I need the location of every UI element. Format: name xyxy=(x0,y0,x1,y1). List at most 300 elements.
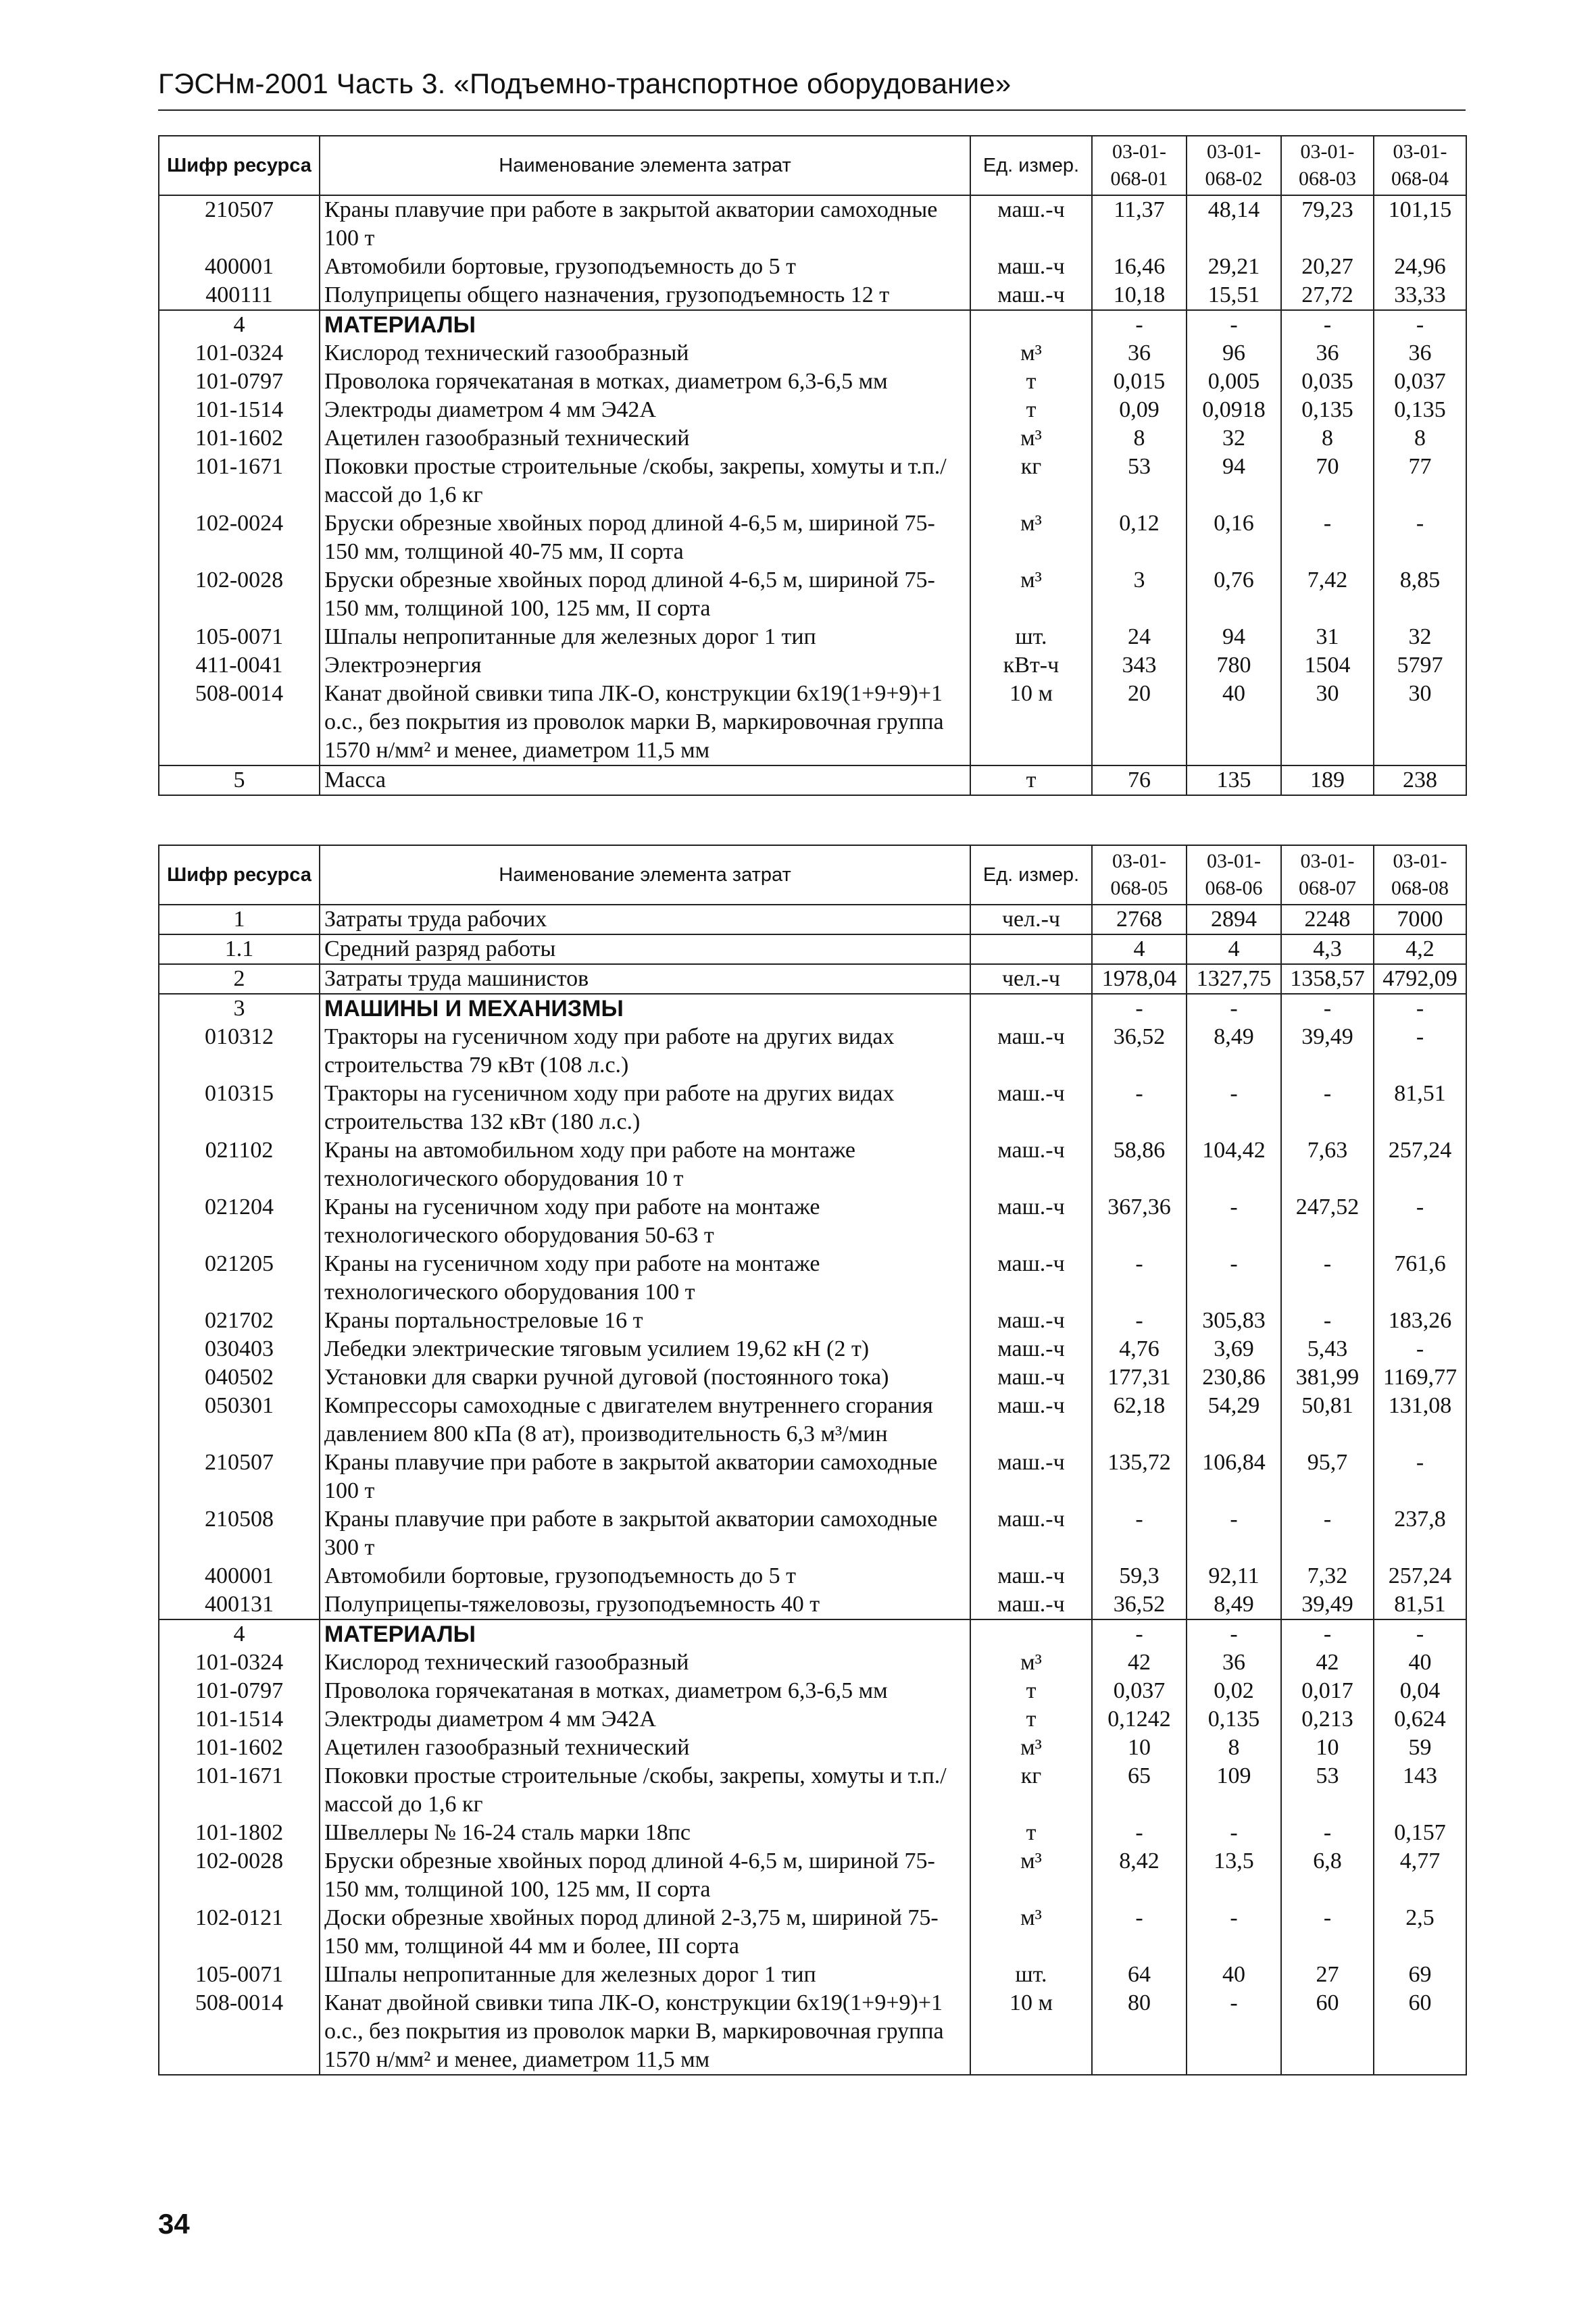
resource-code-cell: 010312 xyxy=(159,1023,320,1080)
resource-name-cell: Компрессоры самоходные с двигателем внутреннего сгорания давлением 800 кПа (8 ат), производительность 6,3 м³/мин xyxy=(320,1392,970,1449)
table-row xyxy=(159,339,1466,368)
norm-value-cell: 53 xyxy=(1092,453,1187,509)
table-row xyxy=(159,1335,1466,1363)
norm-value-cell: 40 xyxy=(1187,1961,1281,1989)
norm-value-cell: 106,84 xyxy=(1187,1449,1281,1505)
norm-value-cell: 1358,57 xyxy=(1281,964,1374,994)
resource-code-cell: 210507 xyxy=(159,1449,320,1505)
norm-value-cell: 109 xyxy=(1187,1762,1281,1819)
resource-code-cell: 105-0071 xyxy=(159,623,320,651)
norm-value-cell: 10 xyxy=(1092,1734,1187,1762)
norm-value-cell: 76 xyxy=(1092,765,1187,795)
norm-value-cell: 48,14 xyxy=(1187,195,1281,253)
norm-value-cell: 36,52 xyxy=(1092,1590,1187,1619)
resource-code-cell: 508-0014 xyxy=(159,1989,320,2075)
table-row xyxy=(159,1505,1466,1562)
table-row xyxy=(159,310,1466,339)
norm-value-cell: 189 xyxy=(1281,765,1374,795)
norm-value-cell: - xyxy=(1187,1619,1281,1649)
resource-name-cell: Бруски обрезные хвойных пород длиной 4-6,5 м, шириной 75-150 мм, толщиной 40-75 мм, II сорта xyxy=(320,509,970,566)
column-header-norm: 03-01-068-06 xyxy=(1187,845,1281,905)
norm-value-cell: - xyxy=(1374,1023,1466,1080)
table-row xyxy=(159,424,1466,453)
norm-value-cell: 5797 xyxy=(1374,651,1466,680)
norm-value-cell: - xyxy=(1187,1505,1281,1562)
norm-value-cell: - xyxy=(1187,1904,1281,1961)
norm-value-cell: 135,72 xyxy=(1092,1449,1187,1505)
norm-value-cell: 42 xyxy=(1281,1649,1374,1677)
norm-value-cell: 29,21 xyxy=(1187,253,1281,281)
norm-value-cell: 58,86 xyxy=(1092,1136,1187,1193)
norm-value-cell: 0,1242 xyxy=(1092,1705,1187,1734)
unit-cell xyxy=(970,310,1092,339)
norm-value-cell: - xyxy=(1374,1335,1466,1363)
norm-value-cell: 79,23 xyxy=(1281,195,1374,253)
resource-code-cell: 101-1802 xyxy=(159,1819,320,1847)
table-row xyxy=(159,1904,1466,1961)
table-row xyxy=(159,1080,1466,1136)
norm-value-cell: - xyxy=(1092,1619,1187,1649)
norm-value-cell: 5,43 xyxy=(1281,1335,1374,1363)
resource-code-cell: 102-0121 xyxy=(159,1904,320,1961)
unit-cell: т xyxy=(970,368,1092,396)
resource-code-cell: 411-0041 xyxy=(159,651,320,680)
unit-cell xyxy=(970,994,1092,1023)
norm-value-cell: 50,81 xyxy=(1281,1392,1374,1449)
table-row xyxy=(159,396,1466,424)
resource-name-cell: Шпалы непропитанные для железных дорог 1 тип xyxy=(320,623,970,651)
resource-code-cell: 102-0028 xyxy=(159,1847,320,1904)
norm-value-cell: 81,51 xyxy=(1374,1590,1466,1619)
norm-value-cell: 0,015 xyxy=(1092,368,1187,396)
norm-value-cell: 4 xyxy=(1092,934,1187,964)
norm-value-cell: - xyxy=(1187,1819,1281,1847)
table-row xyxy=(159,1250,1466,1307)
norm-value-cell: 761,6 xyxy=(1374,1250,1466,1307)
norm-value-cell: 16,46 xyxy=(1092,253,1187,281)
resource-code-cell: 210508 xyxy=(159,1505,320,1562)
norm-value-cell: 4,2 xyxy=(1374,934,1466,964)
resource-name-cell: Электроэнергия xyxy=(320,651,970,680)
unit-cell: м³ xyxy=(970,509,1092,566)
norm-value-cell: - xyxy=(1092,1080,1187,1136)
norm-value-cell: - xyxy=(1092,310,1187,339)
norm-value-cell: 780 xyxy=(1187,651,1281,680)
column-header-name: Наименование элемента затрат xyxy=(320,136,970,195)
norm-value-cell: - xyxy=(1374,1193,1466,1250)
resource-code-cell: 1 xyxy=(159,905,320,934)
resource-name-cell: Кислород технический газообразный xyxy=(320,1649,970,1677)
resource-code-cell: 1.1 xyxy=(159,934,320,964)
norm-value-cell: 96 xyxy=(1187,339,1281,368)
resource-name-cell: Лебедки электрические тяговым усилием 19,62 кН (2 т) xyxy=(320,1335,970,1363)
resource-code-cell: 050301 xyxy=(159,1392,320,1449)
norm-value-cell: 36 xyxy=(1187,1649,1281,1677)
unit-cell: м³ xyxy=(970,1847,1092,1904)
norm-value-cell: 3 xyxy=(1092,566,1187,623)
norm-value-cell: 3,69 xyxy=(1187,1335,1281,1363)
norm-value-cell: 6,8 xyxy=(1281,1847,1374,1904)
norm-value-cell: 230,86 xyxy=(1187,1363,1281,1392)
norm-value-cell: - xyxy=(1092,994,1187,1023)
unit-cell: маш.-ч xyxy=(970,1392,1092,1449)
resource-name-cell: Краны плавучие при работе в закрытой акватории самоходные 100 т xyxy=(320,195,970,253)
norm-value-cell: 0,624 xyxy=(1374,1705,1466,1734)
norm-value-cell: 33,33 xyxy=(1374,281,1466,310)
resource-code-cell: 102-0028 xyxy=(159,566,320,623)
resource-code-cell: 010315 xyxy=(159,1080,320,1136)
table-row xyxy=(159,1023,1466,1080)
resource-name-cell: Масса xyxy=(320,765,970,795)
unit-cell: маш.-ч xyxy=(970,1562,1092,1590)
norm-value-cell: 40 xyxy=(1374,1649,1466,1677)
norm-value-cell: 24 xyxy=(1092,623,1187,651)
norm-value-cell: 4 xyxy=(1187,934,1281,964)
norm-value-cell: 7000 xyxy=(1374,905,1466,934)
norm-value-cell: 8,49 xyxy=(1187,1590,1281,1619)
resource-name-cell: Полуприцепы общего назначения, грузоподъемность 12 т xyxy=(320,281,970,310)
norm-value-cell: - xyxy=(1092,1904,1187,1961)
norm-value-cell: 27,72 xyxy=(1281,281,1374,310)
norm-value-cell: 4,76 xyxy=(1092,1335,1187,1363)
norm-value-cell: 237,8 xyxy=(1374,1505,1466,1562)
norm-value-cell: - xyxy=(1281,1819,1374,1847)
norm-value-cell: 60 xyxy=(1281,1989,1374,2075)
resource-name-cell: Затраты труда рабочих xyxy=(320,905,970,934)
column-header-norm: 03-01-068-08 xyxy=(1374,845,1466,905)
norm-value-cell: 30 xyxy=(1374,680,1466,765)
table-row xyxy=(159,1961,1466,1989)
norm-value-cell: 32 xyxy=(1187,424,1281,453)
norm-value-cell: 27 xyxy=(1281,1961,1374,1989)
norm-value-cell: 0,76 xyxy=(1187,566,1281,623)
resource-code-cell: 4 xyxy=(159,310,320,339)
resource-code-cell: 400111 xyxy=(159,281,320,310)
resource-code-cell: 3 xyxy=(159,994,320,1023)
norm-value-cell: 0,037 xyxy=(1092,1677,1187,1705)
table-row xyxy=(159,623,1466,651)
norm-value-cell: - xyxy=(1187,1989,1281,2075)
unit-cell: маш.-ч xyxy=(970,1080,1092,1136)
resource-code-cell: 101-1671 xyxy=(159,1762,320,1819)
norm-value-cell: 15,51 xyxy=(1187,281,1281,310)
norm-value-cell: 367,36 xyxy=(1092,1193,1187,1250)
norm-value-cell: 32 xyxy=(1374,623,1466,651)
unit-cell: маш.-ч xyxy=(970,1193,1092,1250)
unit-cell: маш.-ч xyxy=(970,1449,1092,1505)
norm-value-cell: 381,99 xyxy=(1281,1363,1374,1392)
unit-cell: маш.-ч xyxy=(970,1136,1092,1193)
resource-code-cell: 101-0797 xyxy=(159,1677,320,1705)
resource-name-cell: Затраты труда машинистов xyxy=(320,964,970,994)
unit-cell: т xyxy=(970,1677,1092,1705)
unit-cell: маш.-ч xyxy=(970,1363,1092,1392)
unit-cell xyxy=(970,1619,1092,1649)
table-header-row xyxy=(159,136,1466,195)
resource-name-cell: Тракторы на гусеничном ходу при работе на других видах строительства 132 кВт (180 л.с.) xyxy=(320,1080,970,1136)
resource-name-cell: Краны портальностреловые 16 т xyxy=(320,1307,970,1335)
norm-value-cell: 11,37 xyxy=(1092,195,1187,253)
resource-code-cell: 101-1602 xyxy=(159,1734,320,1762)
norm-value-cell: - xyxy=(1374,509,1466,566)
norm-value-cell: - xyxy=(1092,1819,1187,1847)
norm-value-cell: 65 xyxy=(1092,1762,1187,1819)
norm-value-cell: 10,18 xyxy=(1092,281,1187,310)
norm-value-cell: 36 xyxy=(1281,339,1374,368)
norm-value-cell: 2248 xyxy=(1281,905,1374,934)
unit-cell: маш.-ч xyxy=(970,1505,1092,1562)
norm-value-cell: 135 xyxy=(1187,765,1281,795)
resource-name-cell: Установки для сварки ручной дуговой (постоянного тока) xyxy=(320,1363,970,1392)
norm-value-cell: 36 xyxy=(1374,339,1466,368)
resource-table-2 xyxy=(158,845,1467,2076)
table-header-row xyxy=(159,845,1466,905)
table-row xyxy=(159,651,1466,680)
norm-value-cell: - xyxy=(1187,1193,1281,1250)
norm-value-cell: 0,017 xyxy=(1281,1677,1374,1705)
resource-name-cell: Краны на гусеничном ходу при работе на монтаже технологического оборудования 50-63 т xyxy=(320,1193,970,1250)
table-row xyxy=(159,281,1466,310)
resource-code-cell: 400001 xyxy=(159,1562,320,1590)
table-row xyxy=(159,765,1466,795)
column-header-norm: 03-01-068-01 xyxy=(1092,136,1187,195)
resource-code-cell: 021205 xyxy=(159,1250,320,1307)
page-header: ГЭСНм-2001 Часть 3. «Подъемно-транспортное оборудование» xyxy=(158,68,1466,111)
table-row xyxy=(159,1392,1466,1449)
norm-value-cell: - xyxy=(1092,1505,1187,1562)
resource-code-cell: 105-0071 xyxy=(159,1961,320,1989)
table-row xyxy=(159,453,1466,509)
unit-cell: шт. xyxy=(970,623,1092,651)
resource-code-cell: 5 xyxy=(159,765,320,795)
norm-value-cell: 70 xyxy=(1281,453,1374,509)
table-row xyxy=(159,1562,1466,1590)
norm-value-cell: 0,035 xyxy=(1281,368,1374,396)
norm-value-cell: 8 xyxy=(1092,424,1187,453)
norm-value-cell: 8 xyxy=(1281,424,1374,453)
unit-cell: маш.-ч xyxy=(970,1590,1092,1619)
column-header-norm: 03-01-068-04 xyxy=(1374,136,1466,195)
norm-value-cell: 39,49 xyxy=(1281,1590,1374,1619)
resource-code-cell: 021702 xyxy=(159,1307,320,1335)
resource-code-cell: 102-0024 xyxy=(159,509,320,566)
unit-cell xyxy=(970,934,1092,964)
unit-cell: м³ xyxy=(970,1904,1092,1961)
resource-name-cell: Швеллеры № 16-24 сталь марки 18пс xyxy=(320,1819,970,1847)
norm-value-cell: 101,15 xyxy=(1374,195,1466,253)
table-row xyxy=(159,1819,1466,1847)
norm-value-cell: - xyxy=(1281,1250,1374,1307)
resource-name-cell: Поковки простые строительные /скобы, закрепы, хомуты и т.п./ массой до 1,6 кг xyxy=(320,1762,970,1819)
norm-value-cell: - xyxy=(1374,1449,1466,1505)
norm-value-cell: 7,42 xyxy=(1281,566,1374,623)
norm-value-cell: 54,29 xyxy=(1187,1392,1281,1449)
page-number: 34 xyxy=(158,2208,190,2240)
table-row xyxy=(159,1705,1466,1734)
resource-name-cell: Проволока горячекатаная в мотках, диаметром 6,3-6,5 мм xyxy=(320,1677,970,1705)
unit-cell: маш.-ч xyxy=(970,1335,1092,1363)
unit-cell: кг xyxy=(970,1762,1092,1819)
norm-value-cell: 40 xyxy=(1187,680,1281,765)
norm-value-cell: 305,83 xyxy=(1187,1307,1281,1335)
norm-value-cell: 2768 xyxy=(1092,905,1187,934)
resource-name-cell: Автомобили бортовые, грузоподъемность до 5 т xyxy=(320,1562,970,1590)
table-row xyxy=(159,1449,1466,1505)
norm-value-cell: - xyxy=(1092,1250,1187,1307)
unit-cell: маш.-ч xyxy=(970,195,1092,253)
norm-value-cell: 2894 xyxy=(1187,905,1281,934)
resource-code-cell: 101-0324 xyxy=(159,1649,320,1677)
norm-value-cell: 36 xyxy=(1092,339,1187,368)
column-header-norm: 03-01-068-03 xyxy=(1281,136,1374,195)
norm-value-cell: - xyxy=(1187,1080,1281,1136)
norm-value-cell: 80 xyxy=(1092,1989,1187,2075)
norm-value-cell: 8,42 xyxy=(1092,1847,1187,1904)
resource-code-cell: 021102 xyxy=(159,1136,320,1193)
norm-value-cell: 10 xyxy=(1281,1734,1374,1762)
norm-value-cell: - xyxy=(1281,1080,1374,1136)
norm-value-cell: 30 xyxy=(1281,680,1374,765)
norm-value-cell: 0,02 xyxy=(1187,1677,1281,1705)
norm-value-cell: 247,52 xyxy=(1281,1193,1374,1250)
unit-cell: м³ xyxy=(970,1649,1092,1677)
unit-cell: маш.-ч xyxy=(970,281,1092,310)
norm-value-cell: 8,85 xyxy=(1374,566,1466,623)
resource-code-cell: 030403 xyxy=(159,1335,320,1363)
norm-value-cell: 24,96 xyxy=(1374,253,1466,281)
norm-value-cell: - xyxy=(1374,1619,1466,1649)
norm-value-cell: 104,42 xyxy=(1187,1136,1281,1193)
norm-value-cell: 13,5 xyxy=(1187,1847,1281,1904)
resource-name-cell: Кислород технический газообразный xyxy=(320,339,970,368)
resource-code-cell: 210507 xyxy=(159,195,320,253)
table-row xyxy=(159,368,1466,396)
norm-value-cell: - xyxy=(1281,994,1374,1023)
column-header-norm: 03-01-068-02 xyxy=(1187,136,1281,195)
norm-value-cell: - xyxy=(1374,994,1466,1023)
norm-value-cell: 4,77 xyxy=(1374,1847,1466,1904)
table-row xyxy=(159,934,1466,964)
norm-value-cell: 343 xyxy=(1092,651,1187,680)
table-row xyxy=(159,1193,1466,1250)
table-row xyxy=(159,1619,1466,1649)
resource-code-cell: 101-1602 xyxy=(159,424,320,453)
norm-value-cell: 60 xyxy=(1374,1989,1466,2075)
norm-value-cell: 0,005 xyxy=(1187,368,1281,396)
norm-value-cell: 94 xyxy=(1187,623,1281,651)
norm-value-cell: 59 xyxy=(1374,1734,1466,1762)
norm-value-cell: 81,51 xyxy=(1374,1080,1466,1136)
norm-value-cell: 4,3 xyxy=(1281,934,1374,964)
table-row xyxy=(159,1734,1466,1762)
unit-cell: 10 м xyxy=(970,680,1092,765)
norm-value-cell: 0,135 xyxy=(1187,1705,1281,1734)
unit-cell: кг xyxy=(970,453,1092,509)
resource-name-cell: Тракторы на гусеничном ходу при работе на других видах строительства 79 кВт (108 л.с.) xyxy=(320,1023,970,1080)
norm-value-cell: 20 xyxy=(1092,680,1187,765)
resource-code-cell: 400131 xyxy=(159,1590,320,1619)
unit-cell: маш.-ч xyxy=(970,1250,1092,1307)
table-row xyxy=(159,253,1466,281)
norm-value-cell: 31 xyxy=(1281,623,1374,651)
table-row xyxy=(159,964,1466,994)
norm-value-cell: 95,7 xyxy=(1281,1449,1374,1505)
column-header-norm: 03-01-068-05 xyxy=(1092,845,1187,905)
norm-value-cell: 0,0918 xyxy=(1187,396,1281,424)
resource-name-cell: Краны плавучие при работе в закрытой акватории самоходные 300 т xyxy=(320,1505,970,1562)
column-header-unit: Ед. измер. xyxy=(970,136,1092,195)
unit-cell: чел.-ч xyxy=(970,964,1092,994)
resource-name-cell: Электроды диаметром 4 мм Э42А xyxy=(320,1705,970,1734)
table-row xyxy=(159,905,1466,934)
norm-value-cell: 64 xyxy=(1092,1961,1187,1989)
unit-cell: т xyxy=(970,765,1092,795)
norm-value-cell: 257,24 xyxy=(1374,1136,1466,1193)
norm-value-cell: 238 xyxy=(1374,765,1466,795)
norm-value-cell: 8 xyxy=(1187,1734,1281,1762)
resource-name-cell: МАШИНЫ И МЕХАНИЗМЫ xyxy=(320,994,970,1023)
table-row xyxy=(159,1762,1466,1819)
resource-name-cell: Краны на гусеничном ходу при работе на монтаже технологического оборудования 100 т xyxy=(320,1250,970,1307)
table-row xyxy=(159,680,1466,765)
norm-value-cell: 1504 xyxy=(1281,651,1374,680)
table-row xyxy=(159,566,1466,623)
unit-cell: маш.-ч xyxy=(970,1307,1092,1335)
norm-value-cell: 177,31 xyxy=(1092,1363,1187,1392)
norm-value-cell: 0,157 xyxy=(1374,1819,1466,1847)
table-row xyxy=(159,1989,1466,2075)
norm-value-cell: - xyxy=(1187,1250,1281,1307)
norm-value-cell: 20,27 xyxy=(1281,253,1374,281)
norm-value-cell: 7,63 xyxy=(1281,1136,1374,1193)
resource-code-cell: 400001 xyxy=(159,253,320,281)
resource-name-cell: Шпалы непропитанные для железных дорог 1 тип xyxy=(320,1961,970,1989)
resource-name-cell: Канат двойной свивки типа ЛК-О, конструкции 6х19(1+9+9)+1 о.с., без покрытия из проволок марки В, маркировочная группа 1570 н/мм² и менее, диаметром 11,5 мм xyxy=(320,1989,970,2075)
resource-name-cell: Доски обрезные хвойных пород длиной 2-3,75 м, шириной 75-150 мм, толщиной 44 мм и более, III сорта xyxy=(320,1904,970,1961)
unit-cell: 10 м xyxy=(970,1989,1092,2075)
resource-name-cell: МАТЕРИАЛЫ xyxy=(320,1619,970,1649)
unit-cell: шт. xyxy=(970,1961,1092,1989)
norm-value-cell: 8 xyxy=(1374,424,1466,453)
norm-value-cell: 0,16 xyxy=(1187,509,1281,566)
resource-name-cell: Канат двойной свивки типа ЛК-О, конструкции 6х19(1+9+9)+1 о.с., без покрытия из проволок марки В, маркировочная группа 1570 н/мм² и менее, диаметром 11,5 мм xyxy=(320,680,970,765)
column-header-code: Шифр ресурса xyxy=(159,136,320,195)
norm-value-cell: - xyxy=(1187,310,1281,339)
unit-cell: кВт-ч xyxy=(970,651,1092,680)
norm-value-cell: 0,04 xyxy=(1374,1677,1466,1705)
norm-value-cell: 77 xyxy=(1374,453,1466,509)
resource-code-cell: 4 xyxy=(159,1619,320,1649)
resource-name-cell: Поковки простые строительные /скобы, закрепы, хомуты и т.п./ массой до 1,6 кг xyxy=(320,453,970,509)
norm-value-cell: 53 xyxy=(1281,1762,1374,1819)
table-row xyxy=(159,1649,1466,1677)
table-row xyxy=(159,195,1466,253)
resource-name-cell: Автомобили бортовые, грузоподъемность до 5 т xyxy=(320,253,970,281)
norm-value-cell: 1327,75 xyxy=(1187,964,1281,994)
resource-code-cell: 101-0324 xyxy=(159,339,320,368)
norm-value-cell: - xyxy=(1374,310,1466,339)
norm-value-cell: 69 xyxy=(1374,1961,1466,1989)
unit-cell: м³ xyxy=(970,1734,1092,1762)
resource-code-cell: 101-1671 xyxy=(159,453,320,509)
norm-value-cell: - xyxy=(1092,1307,1187,1335)
norm-value-cell: 7,32 xyxy=(1281,1562,1374,1590)
norm-value-cell: 183,26 xyxy=(1374,1307,1466,1335)
resource-name-cell: Бруски обрезные хвойных пород длиной 4-6,5 м, шириной 75-150 мм, толщиной 100, 125 мм, II сорта xyxy=(320,566,970,623)
unit-cell: т xyxy=(970,396,1092,424)
table-row xyxy=(159,1307,1466,1335)
resource-name-cell: Ацетилен газообразный технический xyxy=(320,1734,970,1762)
